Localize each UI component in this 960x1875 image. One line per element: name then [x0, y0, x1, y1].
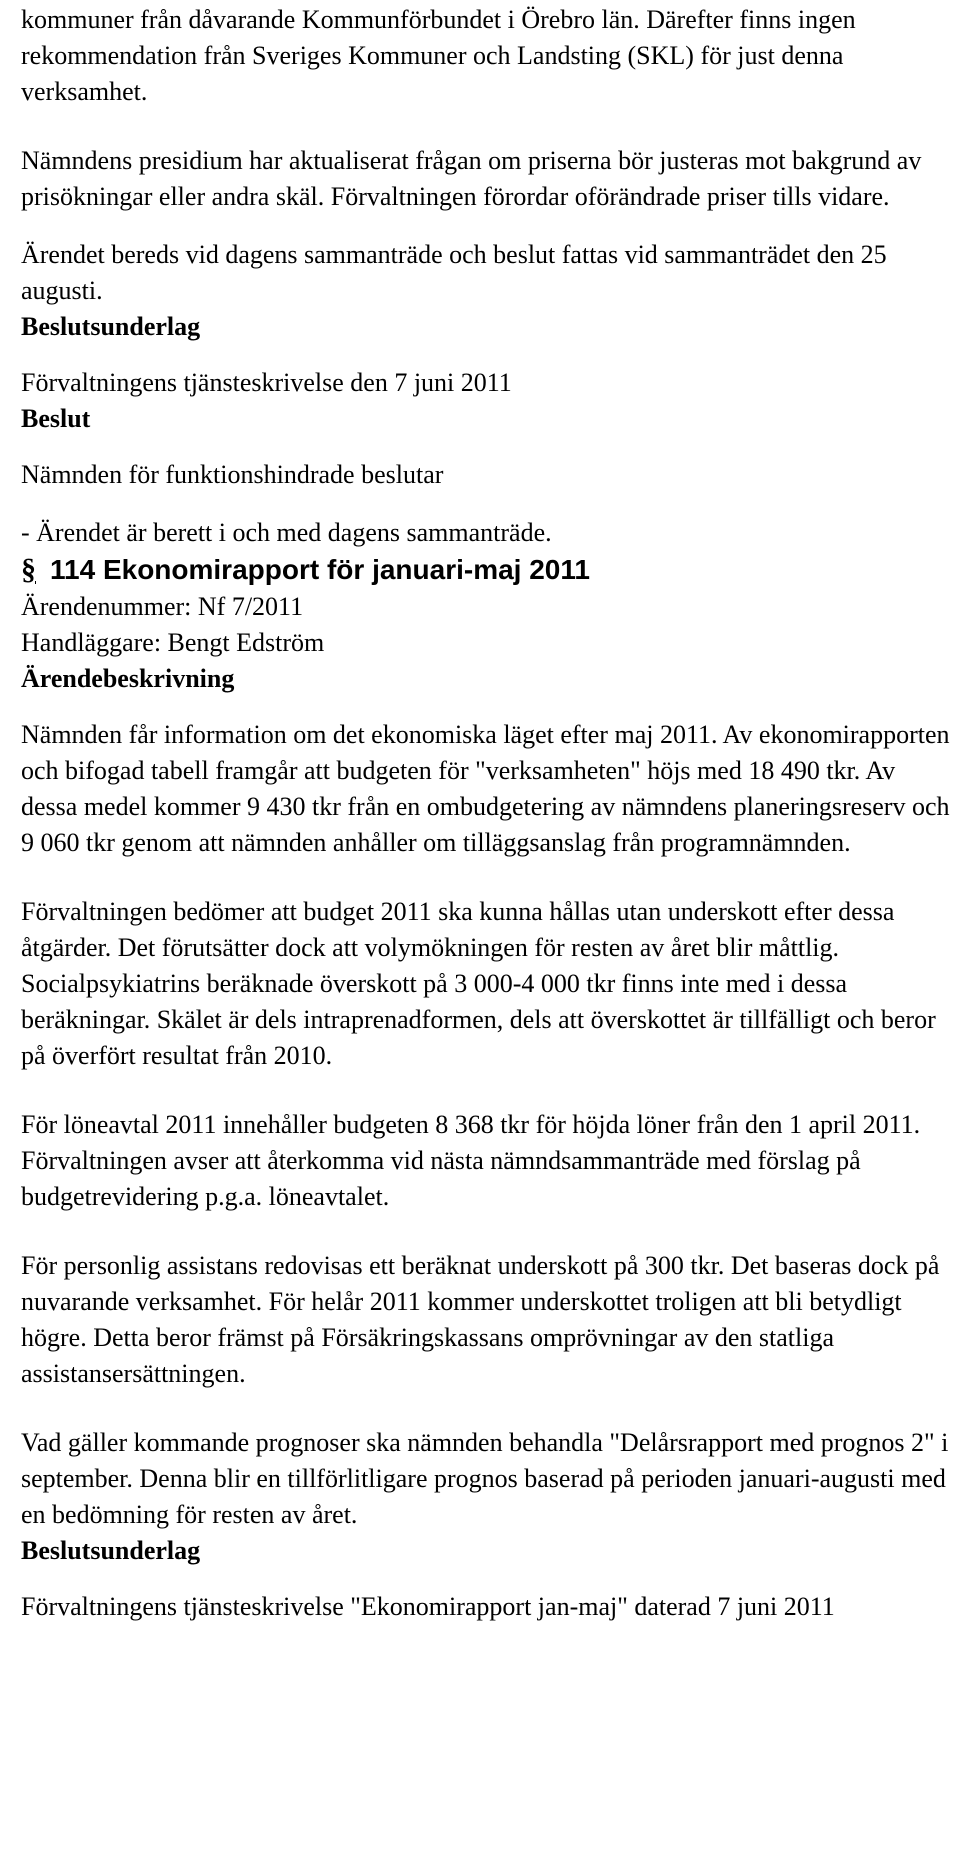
- intro-paragraph-2: Nämndens presidium har aktualiserat frågan om priserna bör justeras mot bakgrund av prisökningar eller andra skäl. Förvaltningen förordar oförändrade priser tills vidare.: [21, 146, 922, 211]
- case-number: Ärendenummer: Nf 7/2011: [21, 592, 304, 621]
- description-paragraph-1: Nämnden får information om det ekonomiska läget efter maj 2011. Av ekonomirapporten och bifogad tabell framgår att budgeten för "verksamheten" höjs med 18 490 tkr. Av dessa medel kommer 9 430 tkr från en ombudgetering av nämndens planeringsreserv och 9 060 tkr genom att nämnden anhåller om tilläggsanslag från programnämnden.: [21, 720, 950, 857]
- beslut-item: - Ärendet är berett i och med dagens sammanträde.: [21, 518, 552, 547]
- beslutsunderlag-text: Förvaltningens tjänsteskrivelse den 7 juni 2011: [21, 368, 512, 397]
- paragraph-sign-link[interactable]: §: [21, 553, 36, 586]
- beslut-text: Nämnden för funktionshindrade beslutar: [21, 460, 444, 489]
- section-title-text: 114 Ekonomirapport för januari-maj 2011: [50, 554, 590, 585]
- section-title: [21, 551, 954, 589]
- description-paragraph-3: För löneavtal 2011 innehåller budgeten 8 368 tkr för höjda löner från den 1 april 2011. Förvaltningen avser att återkomma vid nästa nämndsammanträde med förslag på budgetrevidering p.g.a. löneavtalet.: [21, 1110, 921, 1211]
- beslutsunderlag-text-2: Förvaltningens tjänsteskrivelse "Ekonomirapport jan-maj" daterad 7 juni 2011: [21, 1592, 835, 1621]
- beslut-heading: Beslut: [21, 404, 91, 433]
- intro-paragraph-3: Ärendet bereds vid dagens sammanträde och beslut fattas vid sammanträdet den 25 augusti.: [21, 240, 887, 305]
- beslutsunderlag-heading: Beslutsunderlag: [21, 312, 201, 341]
- description-paragraph-4: För personlig assistans redovisas ett beräknat underskott på 300 tkr. Det baseras dock på nuvarande verksamhet. För helår 2011 kommer underskottet troligen att bli betydligt högre. Detta beror främst på Försäkringskassans omprövningar av den statliga assistansersättningen.: [21, 1251, 940, 1388]
- description-heading: Ärendebeskrivning: [21, 664, 235, 693]
- intro-paragraph-1: kommuner från dåvarande Kommunförbundet i Örebro län. Därefter finns ingen rekommendation från Sveriges Kommuner och Landsting (SKL) för just denna verksamhet.: [21, 5, 856, 106]
- beslutsunderlag-heading-2: Beslutsunderlag: [21, 1536, 201, 1565]
- case-handler: Handläggare: Bengt Edström: [21, 628, 325, 657]
- description-paragraph-5: Vad gäller kommande prognoser ska nämnden behandla "Delårsrapport med prognos 2" i september. Denna blir en tillförlitligare prognos baserad på perioden januari-augusti med en bedömning för resten av året.: [21, 1428, 949, 1529]
- description-paragraph-2: Förvaltningen bedömer att budget 2011 ska kunna hållas utan underskott efter dessa åtgärder. Det förutsätter dock att volymökningen för resten av året blir måttlig. Socialpsykiatrins beräknade överskott på 3 000-4 000 tkr finns inte med i dessa beräkningar. Skälet är dels intraprenadformen, dels att överskottet är tillfälligt och beror på överfört resultat från 2010.: [21, 897, 936, 1070]
